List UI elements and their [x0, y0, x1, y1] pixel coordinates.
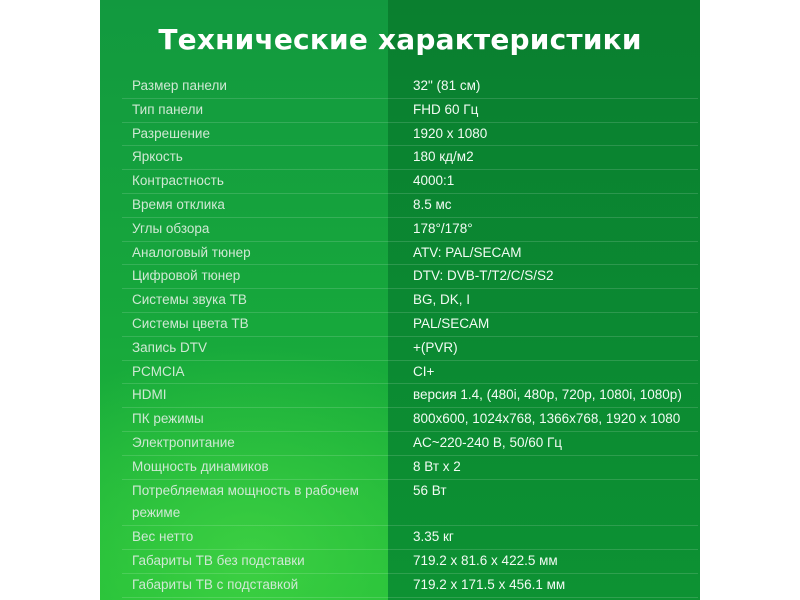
spec-label: Контрастность — [132, 173, 224, 189]
spec-value: версия 1.4, (480i, 480p, 720p, 1080i, 1080p) — [413, 387, 682, 403]
spec-value: 4000:1 — [413, 173, 455, 189]
spec-label: Мощность динамиков — [132, 458, 269, 474]
spec-row — [122, 265, 698, 289]
spec-row — [122, 218, 698, 242]
spec-value: 719.2 x 171.5 x 456.1 мм — [413, 576, 566, 592]
spec-value: 178°/178° — [413, 220, 473, 236]
page-title: Технические характеристики — [158, 23, 642, 56]
spec-row — [122, 123, 698, 147]
spec-row — [122, 361, 698, 385]
spec-row — [122, 456, 698, 480]
spec-label: Тип панели — [132, 101, 204, 117]
spec-value: 1920 x 1080 — [413, 125, 488, 141]
spec-row — [122, 313, 698, 337]
spec-value: 719.2 x 81.6 x 422.5 мм — [413, 552, 558, 568]
spec-row — [122, 384, 698, 408]
spec-value: FHD 60 Гц — [413, 101, 479, 117]
spec-label: HDMI — [132, 387, 167, 403]
spec-sheet — [100, 0, 700, 600]
spec-label: Вес нетто — [132, 529, 194, 545]
spec-value: DTV: DVB-T/T2/C/S/S2 — [413, 268, 554, 284]
spec-value: PAL/SECAM — [413, 315, 490, 331]
spec-value: 8 Вт х 2 — [413, 458, 461, 474]
spec-label: ПК режимы — [132, 411, 204, 427]
spec-label: Углы обзора — [132, 220, 210, 236]
spec-label: Габариты ТВ без подставки — [132, 552, 305, 568]
spec-label: Системы звука ТВ — [132, 292, 247, 308]
spec-label: Запись DTV — [132, 339, 208, 355]
spec-label: Системы цвета ТВ — [132, 315, 249, 331]
spec-row — [122, 289, 698, 313]
spec-value: 180 кд/м2 — [413, 149, 474, 165]
spec-value: 56 Вт — [413, 482, 447, 498]
spec-value: 800x600, 1024x768, 1366x768, 1920 x 1080 — [413, 411, 681, 427]
spec-value: 3.35 кг — [413, 529, 454, 545]
spec-row — [122, 146, 698, 170]
spec-label: Потребляемая мощность в рабочем режиме — [132, 482, 359, 521]
spec-row — [122, 99, 698, 123]
spec-label: Габариты ТВ с подставкой — [132, 576, 299, 592]
spec-label: Цифровой тюнер — [132, 268, 241, 284]
spec-row — [122, 432, 698, 456]
spec-value: 32" (81 см) — [413, 78, 481, 93]
spec-row — [122, 337, 698, 361]
spec-value: 8.5 мс — [413, 196, 452, 212]
spec-row — [122, 170, 698, 194]
spec-label: PCMCIA — [132, 363, 185, 379]
spec-value: +(PVR) — [413, 339, 458, 355]
spec-value: ATV: PAL/SECAM — [413, 244, 522, 260]
spec-table — [122, 75, 698, 598]
spec-row — [122, 574, 698, 598]
spec-row — [122, 242, 698, 266]
spec-row — [122, 526, 698, 550]
spec-value: AC~220-240 В, 50/60 Гц — [413, 434, 563, 450]
spec-label: Размер панели — [132, 78, 227, 93]
spec-label: Электропитание — [132, 434, 235, 450]
spec-value: BG, DK, I — [413, 292, 471, 308]
spec-row — [122, 75, 698, 99]
spec-label: Время отклика — [132, 196, 225, 212]
spec-row — [122, 480, 698, 527]
spec-row — [122, 550, 698, 574]
spec-label: Яркость — [132, 149, 183, 165]
spec-label: Разрешение — [132, 125, 210, 141]
spec-row — [122, 408, 698, 432]
spec-value: CI+ — [413, 363, 435, 379]
spec-row — [122, 194, 698, 218]
spec-label: Аналоговый тюнер — [132, 244, 251, 260]
